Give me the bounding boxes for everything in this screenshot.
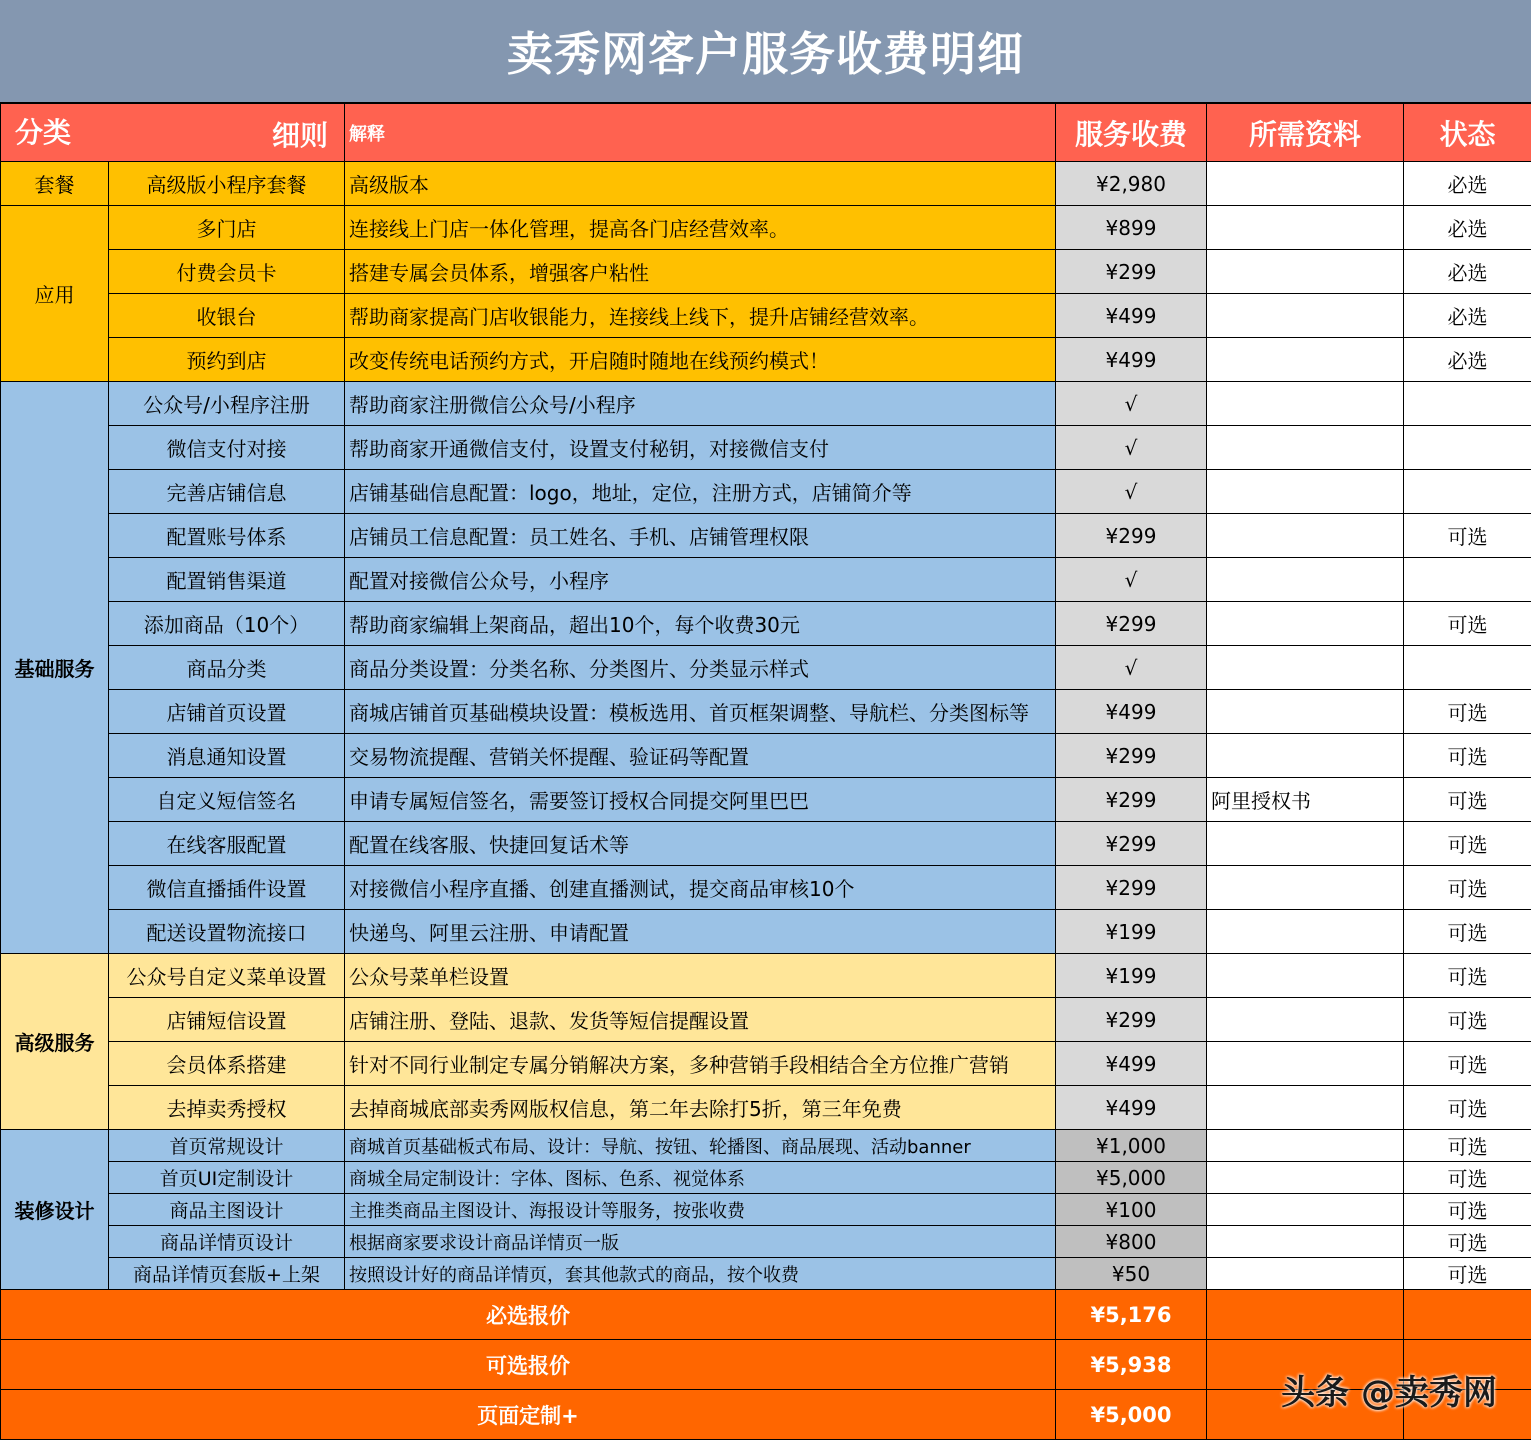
item-cell: 配置账号体系 (109, 514, 345, 558)
materials-cell (1207, 426, 1404, 470)
empty-cell (1404, 1290, 1531, 1340)
materials-cell (1207, 1226, 1404, 1258)
table-row (1, 250, 1531, 294)
category-detail-header (1, 104, 345, 162)
status-cell: 必选 (1404, 338, 1531, 382)
materials-cell (1207, 602, 1404, 646)
total-value: ¥5,000 (1056, 1390, 1207, 1440)
item-cell: 去掉卖秀授权 (109, 1086, 345, 1130)
fee-cell: √ (1056, 558, 1207, 602)
table-row (1, 866, 1531, 910)
explanation-cell: 针对不同行业制定专属分销解决方案，多种营销手段相结合全方位推广营销 (345, 1042, 1056, 1086)
materials-cell (1207, 294, 1404, 338)
category-cell: 高级服务 (1, 954, 109, 1130)
table-row (1, 910, 1531, 954)
fee-cell: ¥299 (1056, 250, 1207, 294)
materials-cell: 阿里授权书 (1207, 778, 1404, 822)
total-value: ¥5,938 (1056, 1340, 1207, 1390)
materials-cell (1207, 1130, 1404, 1162)
status-cell: 可选 (1404, 1258, 1531, 1290)
explanation-cell: 快递鸟、阿里云注册、申请配置 (345, 910, 1056, 954)
materials-cell (1207, 646, 1404, 690)
explanation-cell: 公众号菜单栏设置 (345, 954, 1056, 998)
explanation-cell: 商城首页基础板式布局、设计：导航、按钮、轮播图、商品展现、活动banner (345, 1130, 1056, 1162)
table-row (1, 426, 1531, 470)
status-header: 状态 (1404, 104, 1531, 162)
fee-cell: ¥299 (1056, 602, 1207, 646)
fee-cell: ¥199 (1056, 910, 1207, 954)
item-cell: 微信支付对接 (109, 426, 345, 470)
item-cell: 店铺首页设置 (109, 690, 345, 734)
materials-cell (1207, 822, 1404, 866)
status-cell: 可选 (1404, 866, 1531, 910)
item-cell: 商品主图设计 (109, 1194, 345, 1226)
status-cell (1404, 646, 1531, 690)
explanation-cell: 配置对接微信公众号，小程序 (345, 558, 1056, 602)
explanation-cell: 帮助商家提高门店收银能力，连接线上线下，提升店铺经营效率。 (345, 294, 1056, 338)
table-row (1, 470, 1531, 514)
materials-header: 所需资料 (1207, 104, 1404, 162)
explanation-cell: 商品分类设置：分类名称、分类图片、分类显示样式 (345, 646, 1056, 690)
fee-cell: ¥299 (1056, 866, 1207, 910)
explanation-header: 解释 (345, 104, 1056, 162)
explanation-cell: 对接微信小程序直播、创建直播测试，提交商品审核10个 (345, 866, 1056, 910)
category-cell: 基础服务 (1, 382, 109, 954)
fee-cell: ¥299 (1056, 778, 1207, 822)
status-cell: 可选 (1404, 778, 1531, 822)
detail-header: 细则 (271, 119, 328, 152)
fee-cell: √ (1056, 382, 1207, 426)
status-cell (1404, 426, 1531, 470)
fee-header: 服务收费 (1056, 104, 1207, 162)
status-cell: 可选 (1404, 1042, 1531, 1086)
explanation-cell: 帮助商家开通微信支付，设置支付秘钥，对接微信支付 (345, 426, 1056, 470)
item-cell: 首页常规设计 (109, 1130, 345, 1162)
fee-cell: ¥499 (1056, 1042, 1207, 1086)
item-cell: 公众号/小程序注册 (109, 382, 345, 426)
header-row (1, 104, 1531, 162)
table-row (1, 206, 1531, 250)
item-cell: 高级版小程序套餐 (109, 162, 345, 206)
item-cell: 预约到店 (109, 338, 345, 382)
item-cell: 配送设置物流接口 (109, 910, 345, 954)
item-cell: 公众号自定义菜单设置 (109, 954, 345, 998)
item-cell: 配置销售渠道 (109, 558, 345, 602)
materials-cell (1207, 558, 1404, 602)
item-cell: 添加商品（10个） (109, 602, 345, 646)
explanation-cell: 商城店铺首页基础模块设置：模板选用、首页框架调整、导航栏、分类图标等 (345, 690, 1056, 734)
table-row (1, 514, 1531, 558)
fee-cell: ¥499 (1056, 294, 1207, 338)
status-cell (1404, 382, 1531, 426)
fee-cell: ¥1,000 (1056, 1130, 1207, 1162)
status-cell: 可选 (1404, 954, 1531, 998)
fee-cell: ¥199 (1056, 954, 1207, 998)
explanation-cell: 帮助商家编辑上架商品，超出10个，每个收费30元 (345, 602, 1056, 646)
total-label: 页面定制+ (1, 1390, 1056, 1440)
fee-cell: ¥299 (1056, 734, 1207, 778)
table-row (1, 382, 1531, 426)
table-row (1, 646, 1531, 690)
fee-table (0, 103, 1531, 1440)
explanation-cell: 商城全局定制设计：字体、图标、色系、视觉体系 (345, 1162, 1056, 1194)
table-row (1, 778, 1531, 822)
status-cell: 必选 (1404, 250, 1531, 294)
materials-cell (1207, 514, 1404, 558)
explanation-cell: 店铺基础信息配置：logo，地址，定位，注册方式，店铺简介等 (345, 470, 1056, 514)
fee-cell: ¥299 (1056, 998, 1207, 1042)
item-cell: 商品详情页套版+上架 (109, 1258, 345, 1290)
status-cell: 可选 (1404, 822, 1531, 866)
status-cell: 可选 (1404, 690, 1531, 734)
item-cell: 微信直播插件设置 (109, 866, 345, 910)
table-row (1, 294, 1531, 338)
status-cell: 可选 (1404, 734, 1531, 778)
fee-cell: √ (1056, 426, 1207, 470)
table-row (1, 822, 1531, 866)
category-header: 分类 (15, 116, 72, 149)
table-row (1, 1042, 1531, 1086)
materials-cell (1207, 338, 1404, 382)
item-cell: 完善店铺信息 (109, 470, 345, 514)
materials-cell (1207, 162, 1404, 206)
item-cell: 会员体系搭建 (109, 1042, 345, 1086)
status-cell (1404, 558, 1531, 602)
materials-cell (1207, 470, 1404, 514)
status-cell: 可选 (1404, 1194, 1531, 1226)
materials-cell (1207, 734, 1404, 778)
fee-cell: ¥5,000 (1056, 1162, 1207, 1194)
fee-cell: ¥299 (1056, 822, 1207, 866)
status-cell: 必选 (1404, 206, 1531, 250)
item-cell: 自定义短信签名 (109, 778, 345, 822)
fee-cell: ¥100 (1056, 1194, 1207, 1226)
status-cell: 可选 (1404, 602, 1531, 646)
fee-cell: ¥499 (1056, 1086, 1207, 1130)
table-row (1, 338, 1531, 382)
explanation-cell: 配置在线客服、快捷回复话术等 (345, 822, 1056, 866)
table-row (1, 954, 1531, 998)
table-row (1, 602, 1531, 646)
explanation-cell: 连接线上门店一体化管理，提高各门店经营效率。 (345, 206, 1056, 250)
item-cell: 付费会员卡 (109, 250, 345, 294)
materials-cell (1207, 1194, 1404, 1226)
status-cell: 可选 (1404, 1086, 1531, 1130)
explanation-cell: 主推类商品主图设计、海报设计等服务，按张收费 (345, 1194, 1056, 1226)
watermark: 头条 @卖秀网 (1281, 1373, 1497, 1413)
total-value: ¥5,176 (1056, 1290, 1207, 1340)
total-label: 可选报价 (1, 1340, 1056, 1390)
item-cell: 商品详情页设计 (109, 1226, 345, 1258)
fee-cell: ¥800 (1056, 1226, 1207, 1258)
status-cell: 可选 (1404, 998, 1531, 1042)
materials-cell (1207, 690, 1404, 734)
materials-cell (1207, 866, 1404, 910)
item-cell: 消息通知设置 (109, 734, 345, 778)
explanation-cell: 高级版本 (345, 162, 1056, 206)
total-row (1, 1290, 1531, 1340)
table-row (1, 1086, 1531, 1130)
materials-cell (1207, 954, 1404, 998)
status-cell: 可选 (1404, 1162, 1531, 1194)
fee-cell: ¥499 (1056, 338, 1207, 382)
fee-cell: ¥2,980 (1056, 162, 1207, 206)
explanation-cell: 交易物流提醒、营销关怀提醒、验证码等配置 (345, 734, 1056, 778)
status-cell: 必选 (1404, 162, 1531, 206)
table-row (1, 162, 1531, 206)
explanation-cell: 根据商家要求设计商品详情页一版 (345, 1226, 1056, 1258)
category-cell: 应用 (1, 206, 109, 382)
total-label: 必选报价 (1, 1290, 1056, 1340)
table-row (1, 558, 1531, 602)
item-cell: 收银台 (109, 294, 345, 338)
item-cell: 商品分类 (109, 646, 345, 690)
explanation-cell: 搭建专属会员体系，增强客户粘性 (345, 250, 1056, 294)
table-row (1, 734, 1531, 778)
table-row (1, 998, 1531, 1042)
materials-cell (1207, 998, 1404, 1042)
category-cell: 套餐 (1, 162, 109, 206)
explanation-cell: 按照设计好的商品详情页，套其他款式的商品，按个收费 (345, 1258, 1056, 1290)
table-row (1, 1258, 1531, 1290)
materials-cell (1207, 1042, 1404, 1086)
explanation-cell: 去掉商城底部卖秀网版权信息，第二年去除打5折，第三年免费 (345, 1086, 1056, 1130)
fee-cell: √ (1056, 470, 1207, 514)
fee-cell: ¥899 (1056, 206, 1207, 250)
table-row (1, 1130, 1531, 1162)
table-row (1, 1194, 1531, 1226)
materials-cell (1207, 1086, 1404, 1130)
status-cell: 可选 (1404, 1130, 1531, 1162)
materials-cell (1207, 382, 1404, 426)
table-row (1, 1162, 1531, 1194)
explanation-cell: 店铺注册、登陆、退款、发货等短信提醒设置 (345, 998, 1056, 1042)
materials-cell (1207, 1162, 1404, 1194)
status-cell (1404, 470, 1531, 514)
status-cell: 可选 (1404, 1226, 1531, 1258)
fee-cell: √ (1056, 646, 1207, 690)
fee-cell: ¥499 (1056, 690, 1207, 734)
materials-cell (1207, 1258, 1404, 1290)
explanation-cell: 帮助商家注册微信公众号/小程序 (345, 382, 1056, 426)
item-cell: 多门店 (109, 206, 345, 250)
table-row (1, 690, 1531, 734)
fee-cell: ¥50 (1056, 1258, 1207, 1290)
item-cell: 店铺短信设置 (109, 998, 345, 1042)
status-cell: 可选 (1404, 514, 1531, 558)
item-cell: 在线客服配置 (109, 822, 345, 866)
explanation-cell: 改变传统电话预约方式，开启随时随地在线预约模式！ (345, 338, 1056, 382)
explanation-cell: 申请专属短信签名，需要签订授权合同提交阿里巴巴 (345, 778, 1056, 822)
category-cell: 装修设计 (1, 1130, 109, 1290)
status-cell: 可选 (1404, 910, 1531, 954)
empty-cell (1207, 1290, 1404, 1340)
fee-cell: ¥299 (1056, 514, 1207, 558)
table-row (1, 1226, 1531, 1258)
status-cell: 必选 (1404, 294, 1531, 338)
materials-cell (1207, 250, 1404, 294)
item-cell: 首页UI定制设计 (109, 1162, 345, 1194)
materials-cell (1207, 206, 1404, 250)
explanation-cell: 店铺员工信息配置：员工姓名、手机、店铺管理权限 (345, 514, 1056, 558)
sheet-title: 卖秀网客户服务收费明细 (0, 0, 1531, 103)
materials-cell (1207, 910, 1404, 954)
